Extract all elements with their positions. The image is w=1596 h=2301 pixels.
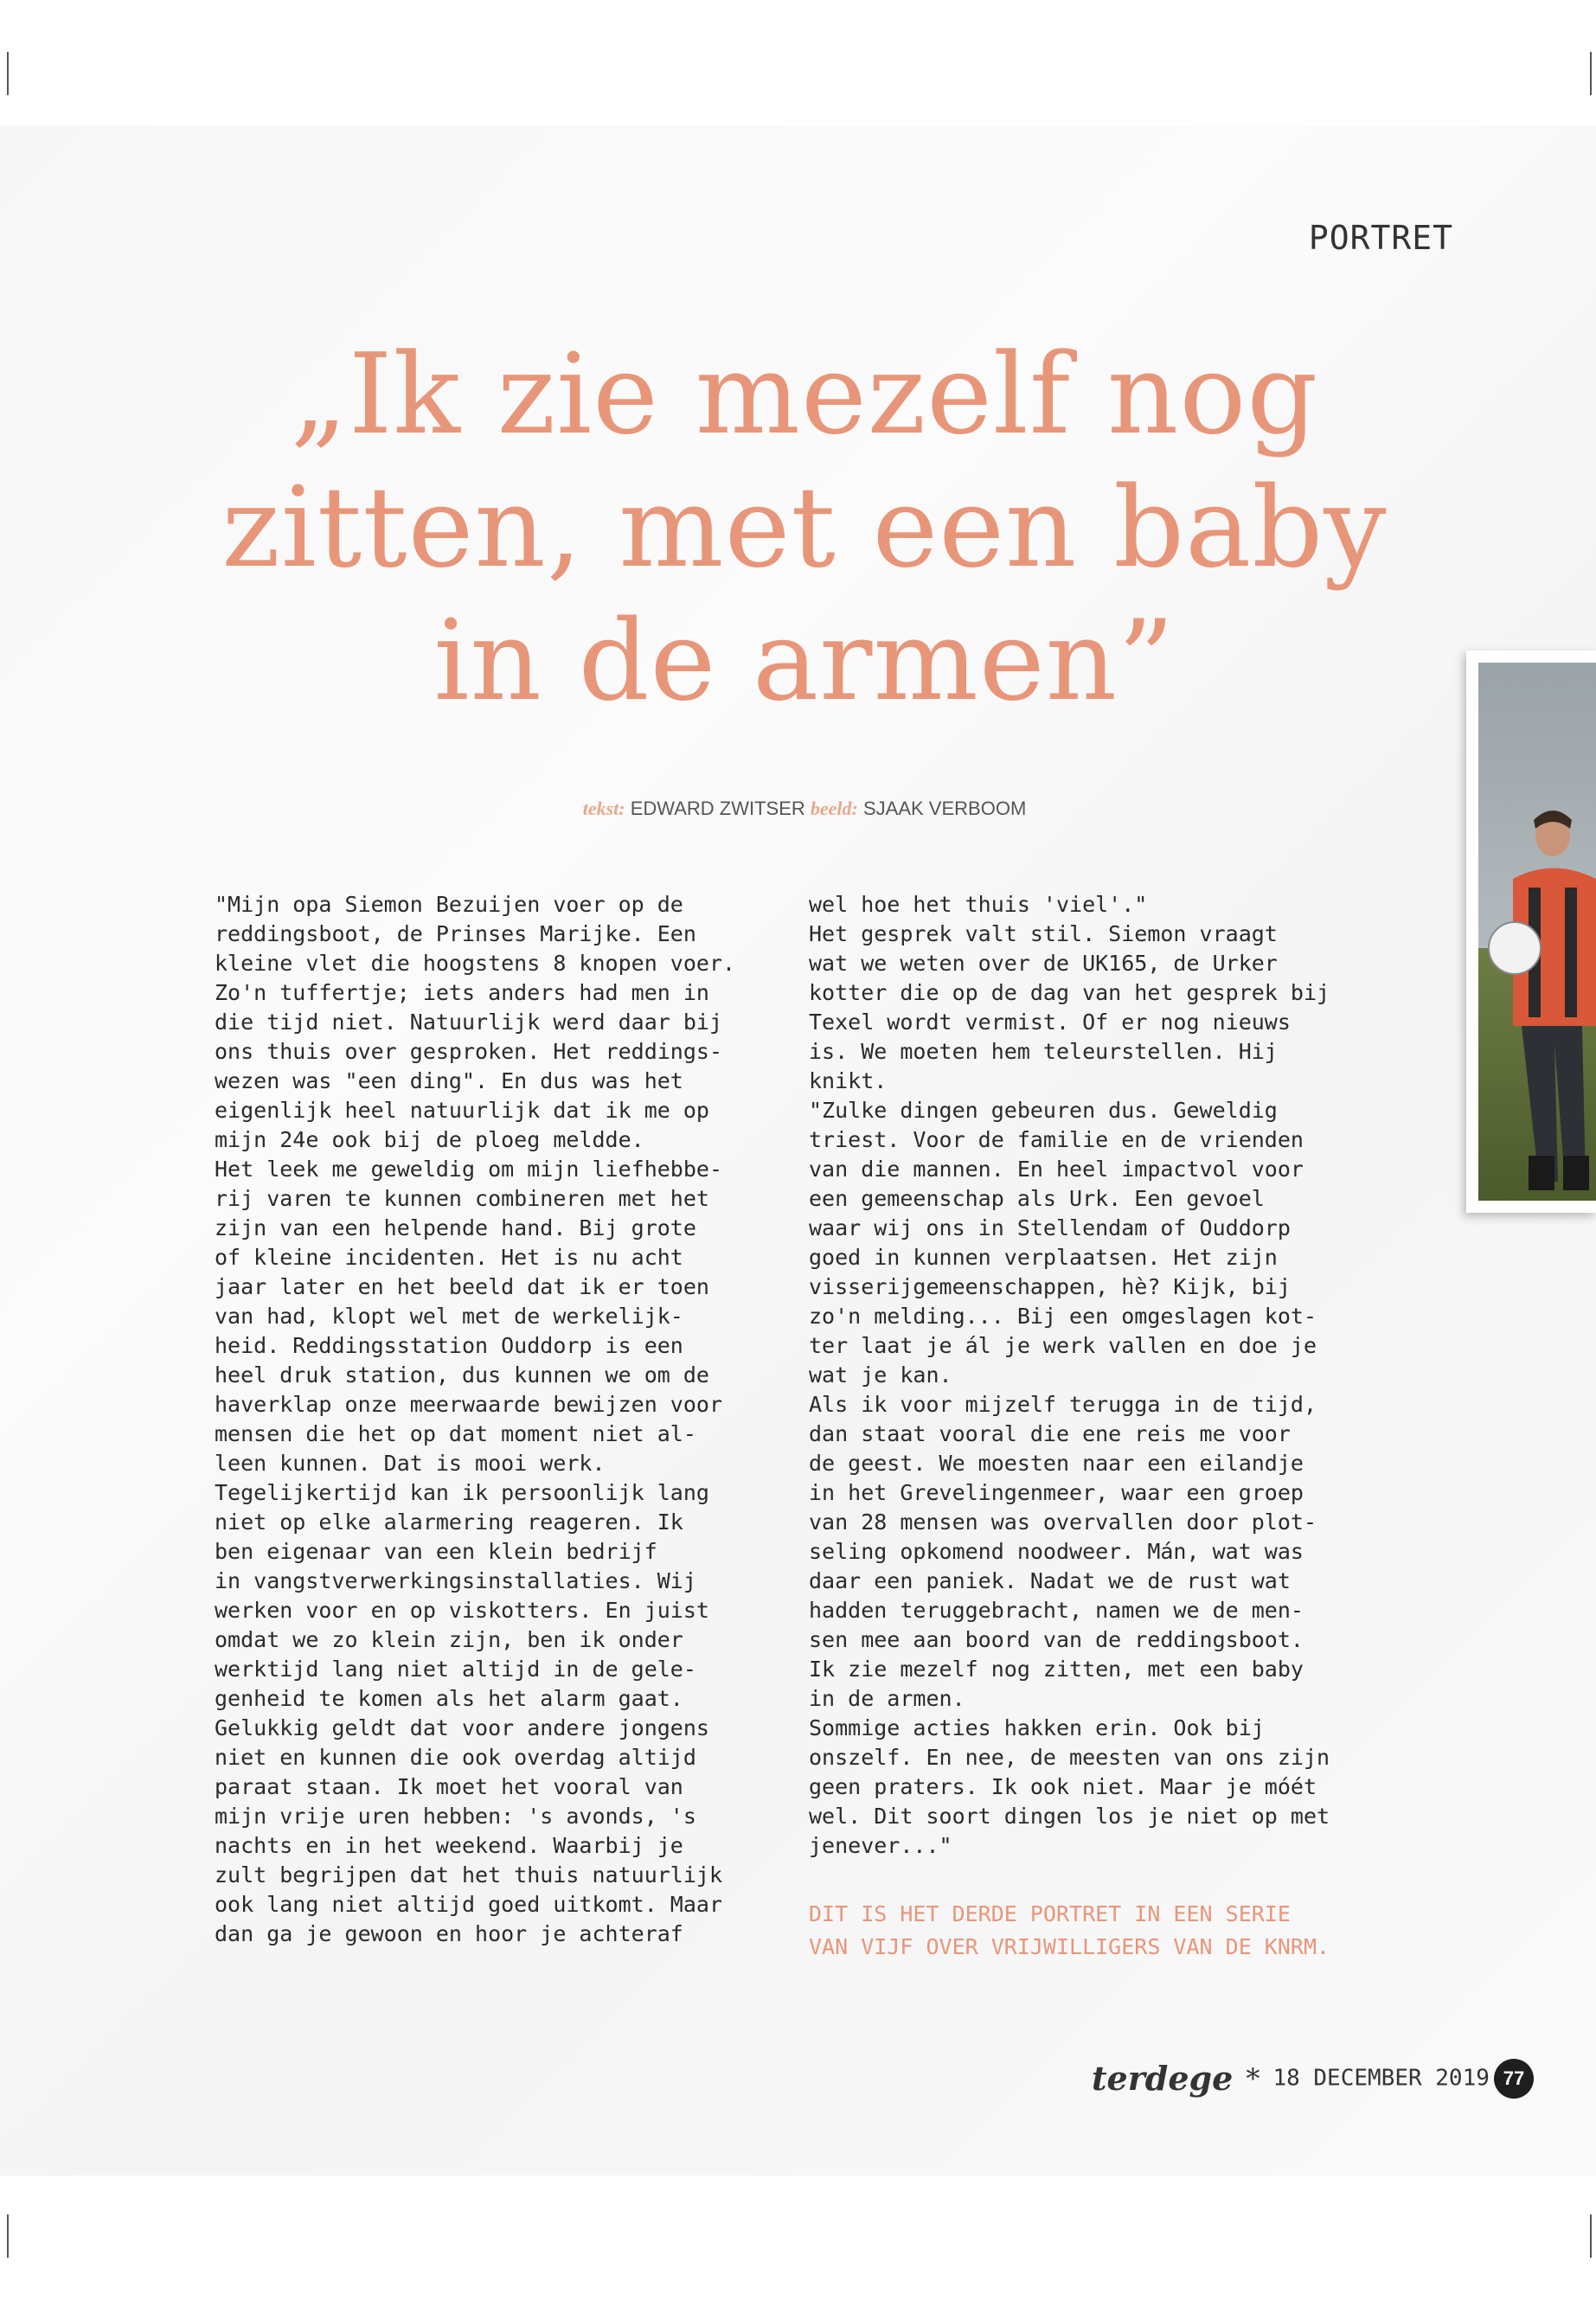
headline-line: zitten, met een baby [221,464,1388,593]
image-credit-author: SJAAK VERBOOM [863,798,1027,819]
text-credit-label: tekst: [582,798,625,819]
series-note: DIT IS HET DERDE PORTRET IN EEN SERIE VAN VIJF OVER VRIJWILLIGERS VAN DE KNRM. [809,1901,1330,1959]
headline-line: „Ik zie mezelf nog [290,330,1319,459]
crop-mark [7,52,9,95]
section-label: PORTRET [1308,219,1453,257]
issue-date: 18 DECEMBER 2019 [1272,2065,1490,2092]
byline [519,798,1090,820]
portrait-image [1478,663,1596,1201]
portrait-photo [1466,651,1596,1213]
headline-line: in de armen” [433,597,1176,726]
magazine-logo: terdege [1092,2059,1234,2098]
crop-mark [7,2214,9,2258]
asterisk-separator: * [1246,2061,1260,2095]
page-number-badge: 77 [1494,2059,1534,2099]
article-column-right: wel hoe het thuis 'viel'." Het gesprek valt stil. Siemon vraagt wat we weten over de UK165, de Urker kotter die op de dag van het gesprek bij Texel wordt vermist. Of er nog nieuws is. We moeten hem teleurstellen. Hij knikt. "Zulke dingen gebeuren dus. Geweldig triest. Voor de familie en de vrienden van die mannen. En heel impactvol voor een gemeenschap als Urk. Een gevoel waar wij ons in Stellendam of Ouddorp goed in kunnen verplaatsen. Het zijn visserijgemeenschappen, hè? Kijk, bij zo'n melding... Bij een omgeslagen kot- ter laat je ál je werk vallen en doe je wat je kan. Als ik voor mijzelf terugga in de tijd, dan staat vooral die ene reis me voor de geest. We moesten naar een eilandje in het Grevelingenmeer, waar een groep van 28 mensen was overvallen door plot- seling opkomend noodweer. Mán, wat was daar een paniek. Nadat we de rust wat hadden teruggebracht, namen we de men- sen mee aan boord van de reddingsboot. Ik zie mezelf nog zitten, met een baby in de armen. Sommige acties hakken erin. Ook bij onszelf. En nee, de meesten van ons zijn geen praters. Ik ook niet. Maar je móét wel. Dit soort dingen los je niet op met jenever..." [809,892,1330,1858]
page-footer [1092,2059,1490,2102]
text-credit-author: EDWARD ZWITSER [630,798,805,819]
crop-mark [1590,52,1592,95]
image-credit-label: beeld: [810,798,858,819]
crop-mark [1590,2214,1592,2258]
article-column-left: "Mijn opa Siemon Bezuijen voer op de reddingsboot, de Prinses Marijke. Een kleine vlet die hoogstens 8 knopen voer. Zo'n tuffertje; iets anders had men in die tijd niet. Natuurlijk werd daar bij ons thuis over gesproken. Het reddings- wezen was "een ding". En dus was het eigenlijk heel natuurlijk dat ik me op mijn 24e ook bij de ploeg meldde. Het leek me geweldig om mijn liefhebbe- rij varen te kunnen combineren met het zijn van een helpende hand. Bij grote of kleine incidenten. Het is nu acht jaar later en het beeld dat ik er toen van had, klopt wel met de werkelijk- heid. Reddingsstation Ouddorp is een heel druk station, dus kunnen we om de haverklap onze meerwaarde bewijzen voor mensen die het op dat moment niet al- leen kunnen. Dat is mooi werk. Tegelijkertijd kan ik persoonlijk lang niet op elke alarmering reageren. Ik ben eigenaar van een klein bedrijf in vangstverwerkingsinstallaties. Wij werken voor en op viskotters. En juist omdat we zo klein zijn, ben ik onder werktijd lang niet altijd in de gele- genheid te komen als het alarm gaat. Gelukkig geldt dat voor andere jongens niet en kunnen die ook overdag altijd paraat staan. Ik moet het vooral van mijn vrije uren hebben: 's avonds, 's nachts en in het weekend. Waarbij je zult begrijpen dat het thuis natuurlijk ook lang niet altijd goed uitkomt. Maar dan ga je gewoon en hoor je achteraf [215,892,736,1946]
headline [87,329,1522,728]
